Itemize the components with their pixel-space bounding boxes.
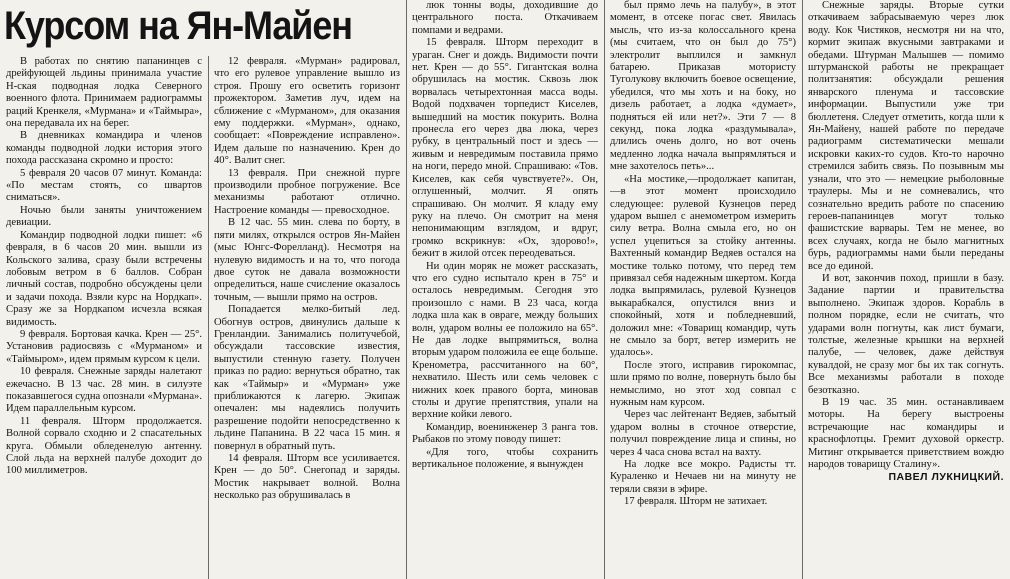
article-column-4 (610, 0, 796, 579)
paragraph: 17 февраля. Шторм не затихает. (624, 496, 768, 508)
paragraph: В дневниках командира и членов команды подводной лодки история этого похода рассказана скромно и просто: (6, 130, 202, 167)
paragraph: 11 февраля. Шторм продолжается. Волной сорвало сходню и 2 спасательных круга. Обмыли обледенелую антенну. Слой льда на верхней палубе доходит до 100 миллиметров. (6, 415, 202, 477)
paragraph: На лодке все мокро. Радисты тт. Кураленко и Нечаев ни на минуту не теряли связи в эфире. (610, 459, 796, 495)
paragraph: 15 февраля. Шторм переходит в ураган. Снег и дождь. Видимости почти нет. Крен — до 55°. Гигантская волна обрушилась на мостик. Сквозь люк ворвалась четырехтонная масса воды. Водой подхвачен торпедист Киселев, вышедший на мостик покурить. Волна пронесла его через два люка, через рубку, в центральный пост и здесь — живым и невредимым поставила прямо на ноги, передо мной. Спрашиваю: «Тов. Киселев, как себя чувствуете?». Он, оглушенный, молчит. Я опять спрашиваю. Он молчит. Я кладу ему руку на плечо. Он смотрит на меня непонимающим взглядом, и вдруг, громко вскрикнув: «Ох, здорово!», бежит в жилой отсек переодеваться. (412, 37, 598, 260)
article-column-1 (6, 56, 202, 579)
paragraph: 13 февраля. При снежной пурге производили пробное погружение. Все механизмы работают отлично. Настроение команды — превосходное. (214, 167, 400, 216)
paragraph: После этого, исправив гирокомпас, шли прямо по волне, повернуть было бы немыслимо, но этот ход совпал с нужным нам курсом. (610, 359, 796, 408)
paragraph: И вот, закончив поход, пришли в базу. Задание партии и правительства выполнено. Экипаж здоров. Корабль в полном порядке, если не считать, что ударами волн погнуты, как лист бумаги, толстые, железные крышки на верхней палубе, — человек, даже действуя кувалдой, не сразу мог бы их так согнуть. Все механизмы работали в походе безотказно. (808, 272, 1004, 396)
paragraph: Командир, военинженер 3 ранга тов. Рыбаков по этому поводу пишет: (412, 421, 598, 446)
paragraph: был прямо лечь на палубу», в этот момент, в отсеке погас свет. Явилась мысль, что из-за колоссального крена (мы считаем, что он был до 75°) электролит выплился и замкнул батарею. Приказав мотористу Туголукову включить боевое освещение, убедился, что мы хоть и на боку, но дизель работает, а лодка «думает», подняться ей или нет?». Эти 7 — 8 секунд, пока лодка «раздумывала», длились очень долго, но вот очень медленно лодка начала выпрямляться и мне захотелось петь»... (610, 0, 796, 173)
column-rule (604, 0, 605, 579)
column-rule (802, 0, 803, 579)
paragraph: В 12 час. 55 мин. слева по борту, в пяти милях, открылся остров Ян-Майен (мыс Юнгс-Форелланд). Несмотря на нулевую видимость и на то, что погода двое суток не давала возможности определиться, наше счисление оказалось точным, — вышли прямо на остров. (214, 217, 400, 303)
paragraph: 10 февраля. Снежные заряды налетают ежечасно. В 13 час. 28 мин. в силуэте показавшегося судна опознали «Мурмана». Идем параллельным курсом. (6, 366, 202, 415)
column-rule (208, 56, 209, 579)
article-title: Курсом на Ян-Майен (4, 4, 352, 48)
article-column-2 (214, 56, 400, 579)
paragraph: Через час лейтенант Ведяев, забытый ударом волны в сточное отверстие, получил повреждение лица и спины, но через 4 часа снова встал на вахту. (610, 409, 796, 458)
paragraph: 14 февраля. Шторм все усиливается. Крен — до 50°. Снегопад и заряды. Мостик накрывает волной. Волна несколько раз обрушивалась в (214, 453, 400, 502)
paragraph: 5 февраля 20 часов 07 минут. Команда: «По местам стоять, со швартов сниматься». (6, 167, 202, 204)
paragraph: В работах по снятию папанинцев с дрейфующей льдины принимала участие Н-ская подводная лодка Северного военного флота. Принимаем радиограммы раций Кренкеля, «Мурмана» и «Таймыра», она передавала их на берег. (6, 56, 202, 130)
paragraph: Командир подводной лодки пишет: «6 февраля, в 6 часов 20 мин. вышли из Кольского залива, сразу были встречены лобовым ветром в 6 баллов. Собран личный состав, подробно обсуждены цели и задачи похода. Взяли курс на Нордкап». Сразу же за Нордкапом исчезла всякая видимость. (6, 229, 202, 328)
paragraph: «Для того, чтобы сохранить вертикальное положение, я вынужден (412, 446, 598, 471)
article-column-3 (412, 0, 598, 579)
paragraph: 9 февраля. Бортовая качка. Крен — 25°. Установив радиосвязь с «Мурманом» и «Таймыром», идем прямым курсом к цели. (6, 328, 202, 365)
paragraph: 12 февраля. «Мурман» радировал, что его рулевое управление вышло из строя. Прошу его осветить горизонт прожектором. Заметив луч, идем на сближение с «Мурманом», для оказания ему поддержки. «Мурман», однако, сообщает: «Повреждение исправлено». Идем дальше по назначению. Крен до 40°. Валит снег. (214, 56, 400, 167)
paragraph: люк тонны воды, доходившие до центрального поста. Откачиваем помпами и ведрами. (412, 0, 598, 36)
paragraph: Снежные заряды. Вторые сутки откачиваем забрасываемую через люк воду. Кок Чистяков, несмотря ни на что, кормит экипаж вкусными завтраками и обедами. Штурман Малышев — помимо штурманской работы не прекращает политзанятия: обсуждали решения январского пленума и тассовские информации. Выпустили уже три бюллетеня. Следует отметить, когда шли к Ян-Майену, нашей работе по передаче радиограмм систематически мешали искровки каких-то судов. Кто-то нарочно стремился забить связь. По позывным мы узнали, что это — немецкие рыболовные траулеры. Мы и не сомневались, что сознательно вредить работе по спасению героев-папанинцев могут только фашистские варвары. Тем не менее, во всех случаях, когда не было магнитных бурь, радиограммы нами были переданы все до единой. (808, 0, 1004, 272)
paragraph: В 19 час. 35 мин. останавливаем моторы. На берегу выстроены встречающие нас командиры и краснофлотцы. Гремит духовой оркестр. Митинг открывается приветствием вождю народов товарищу Сталину». (808, 397, 1004, 471)
paragraph: «На мостике,—продолжает капитан, —в этот момент происходило следующее: рулевой Кузнецов перед ударом вышел с анемометром измерить силу ветра. Волна смыла его, но он успел уцепиться за стойку антенны. Вахтенный командир Ведяев остался на мостике только потому, что перед тем привязал себя надежным шкертом. Когда лодка выпрямилась, рулевой Кузнецов выкарабкался, опустился вниз и спокойный, хотя и побледневший, доложил мне: «Товарищ командир, чуть не смыло за борт, ветер измерить не удалось». (610, 173, 796, 359)
paragraph: Ни один моряк не может рассказать, что его судно испытало крен в 75° и осталось невредимым. Сегодня это произошло с нами. В 23 часа, когда лодка шла как в овраге, между больших волн, ударом волны ее положило на 65°. Не дав лодке выпрямиться, волна вторым ударом положила ее еще больше. Кренометра, рассчитанного на 60°, нехватило. Шесть или семь человек с нижних коек правого борта, миновав столы и другие препятствия, упали на верхние койки левого. (412, 260, 598, 421)
column-rule (406, 0, 407, 579)
article-author: ПАВЕЛ ЛУКНИЦКИЙ. (888, 471, 1004, 484)
article-column-5 (808, 0, 1004, 579)
paragraph: Ночью были заняты уничтожением девиации. (6, 204, 202, 229)
paragraph: Попадается мелко-битый лед. Обогнув остров, двинулись дальше к Гренландии. Занимались политучебой, обсуждали тассовские известия, выпустили стенную газету. Получен приказ по радио: вернуться обратно, так как «Таймыр» и «Мурман» уже приближаются к лагерю. Экипаж опечален: мы надеялись получить разрешение подойти непосредственно к льдине Папанина. В 22 часа 15 мин. я повернул в обратный путь. (214, 304, 400, 452)
